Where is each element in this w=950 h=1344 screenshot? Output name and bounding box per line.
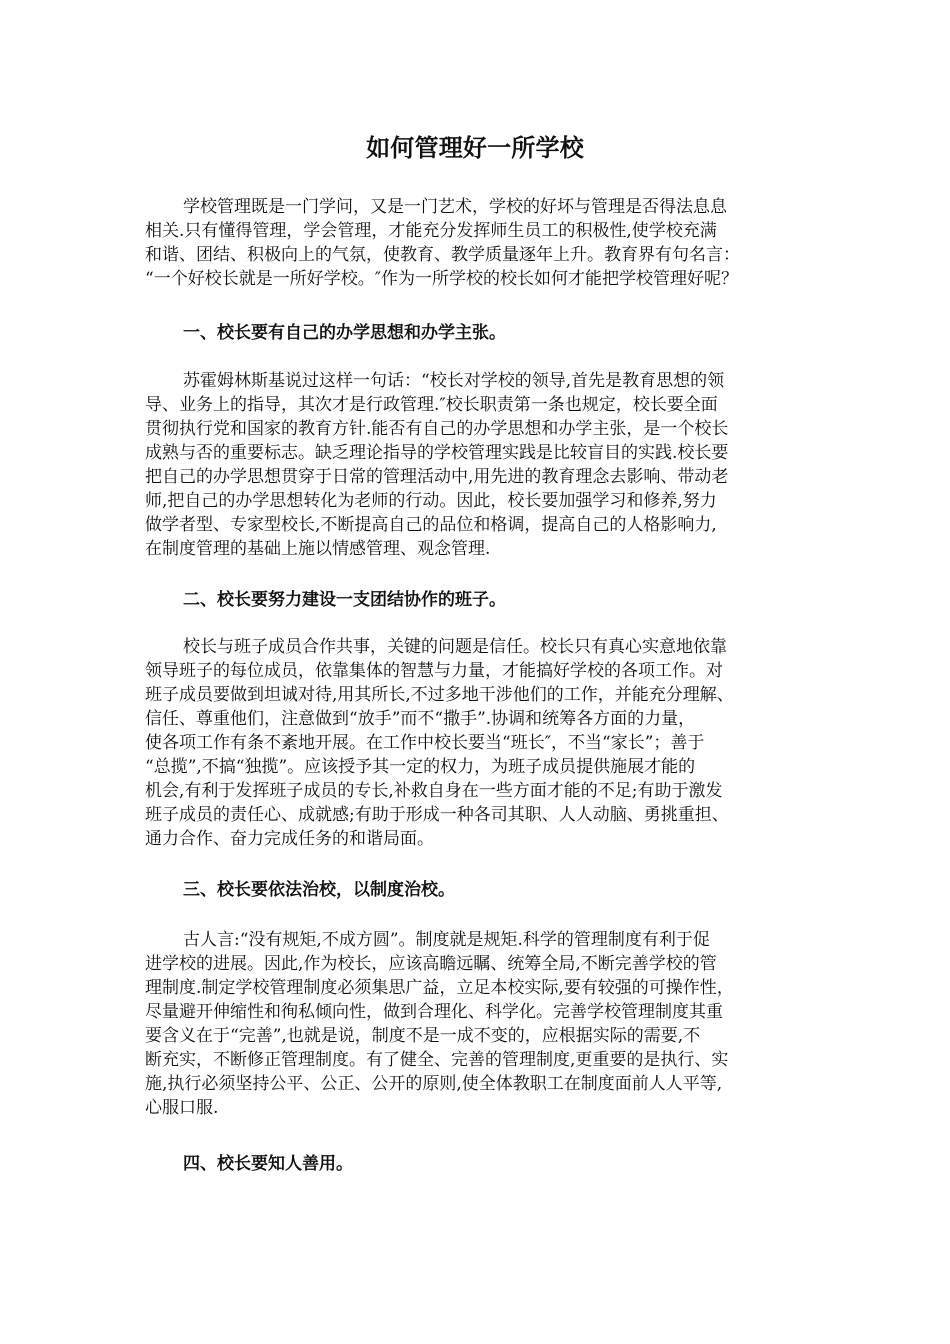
paragraph-line: 尽量避开伸缩性和徇私倾向性，做到合理化、科学化。完善学校管理制度其重 xyxy=(145,1002,723,1022)
paragraph-section-3 xyxy=(145,928,835,1120)
paragraph-line: 使各项工作有条不紊地开展。在工作中校长要当“班长″，不当“家长”；善于 xyxy=(145,733,705,753)
paragraph-line: 把自己的办学思想贯穿于日常的管理活动中,用先进的教育理念去影响、带动老 xyxy=(145,467,729,487)
paragraph-line: 领导班子的每位成员，依靠集体的智慧与力量，才能搞好学校的各项工作。对 xyxy=(145,661,723,681)
paragraph-line: 相关.只有懂得管理，学会管理，才能充分发挥师生员工的积极性,使学校充满 xyxy=(145,221,717,241)
paragraph-line: 导、业务上的指导，其次才是行政管理.″校长职责第一条也规定，校长要全面 xyxy=(145,395,718,415)
paragraph-line: 成熟与否的重要标志。缺乏理论指导的学校管理实践是比较盲目的实践.校长要 xyxy=(145,443,729,463)
paragraph-line: 苏霍姆林斯基说过这样一句话：“校长对学校的领导,首先是教育思想的领 xyxy=(183,371,725,391)
paragraph-line: 做学者型、专家型校长,不断提高自己的品位和格调，提高自己的人格影响力, xyxy=(145,515,717,535)
paragraph-line: 在制度管理的基础上施以情感管理、观念管理. xyxy=(145,539,491,559)
paragraph-line: 要含义在于“完善”,也就是说，制度不是一成不变的，应根据实际的需要,不 xyxy=(145,1026,701,1046)
paragraph-line: 班子成员的责任心、成就感;有助于形成一种各司其职、人人动脑、勇挑重担、 xyxy=(145,805,729,825)
paragraph-line: 进学校的进展。因此,作为校长，应该高瞻远瞩、统筹全局,不断完善学校的管 xyxy=(145,954,717,974)
paragraph-section-1 xyxy=(145,369,835,561)
paragraph-line: 信任、尊重他们，注意做到“放手”而不“撒手”.协调和统筹各方面的力量， xyxy=(145,709,696,729)
paragraph-line: 古人言:“没有规矩,不成方圆”。制度就是规矩.科学的管理制度有利于促 xyxy=(183,930,710,950)
paragraph-line: 理制度.制定学校管理制度必须集思广益，立足本校实际,要有较强的可操作性， xyxy=(145,978,734,998)
paragraph-line: 断充实，不断修正管理制度。有了健全、完善的管理制度,更重要的是执行、实 xyxy=(145,1050,729,1070)
paragraph-line: 和谐、团结、积极向上的气氛，使教育、教学质量逐年上升。教育界有句名言： xyxy=(145,245,740,265)
paragraph-line: 贯彻执行党和国家的教育方针.能否有自己的办学思想和办学主张，是一个校长 xyxy=(145,419,729,439)
document-title: 如何管理好一所学校 xyxy=(366,133,584,162)
paragraph-line: 师,把自己的办学思想转化为老师的行动。因此，校长要加强学习和修养,努力 xyxy=(145,491,717,511)
paragraph-section-2 xyxy=(145,635,835,851)
section-heading-2: 二、校长要努力建设一支团结协作的班子。 xyxy=(183,590,506,610)
paragraph-line: 班子成员要做到坦诚对待,用其所长,不过多地干涉他们的工作，并能充分理解、 xyxy=(145,685,734,705)
paragraph-line: 心服口服. xyxy=(145,1098,219,1118)
paragraph-line: 学校管理既是一门学问，又是一门艺术，学校的好坏与管理是否得法息息 xyxy=(183,197,727,217)
section-heading-3: 三、校长要依法治校，以制度治校。 xyxy=(183,880,455,900)
paragraph-line: 校长与班子成员合作共事，关键的问题是信任。校长只有真心实意地依靠 xyxy=(183,637,727,657)
paragraph-intro xyxy=(145,195,835,291)
paragraph-line: “一个好校长就是一所好学校。″作为一所学校的校长如何才能把学校管理好呢？ xyxy=(145,269,739,289)
section-heading-4: 四、校长要知人善用。 xyxy=(183,1154,353,1174)
paragraph-line: 施,执行必须坚持公平、公正、公开的原则,使全体教职工在制度面前人人平等, xyxy=(145,1074,723,1094)
section-heading-1: 一、校长要有自己的办学思想和办学主张。 xyxy=(183,323,506,343)
paragraph-line: 机会,有利于发挥班子成员的专长,补救自身在一些方面才能的不足;有助于激发 xyxy=(145,781,723,801)
paragraph-line: 通力合作、奋力完成任务的和谐局面。 xyxy=(145,829,434,849)
paragraph-line: “总揽”,不搞“独揽”。应该授予其一定的权力，为班子成员提供施展才能的 xyxy=(145,757,696,777)
